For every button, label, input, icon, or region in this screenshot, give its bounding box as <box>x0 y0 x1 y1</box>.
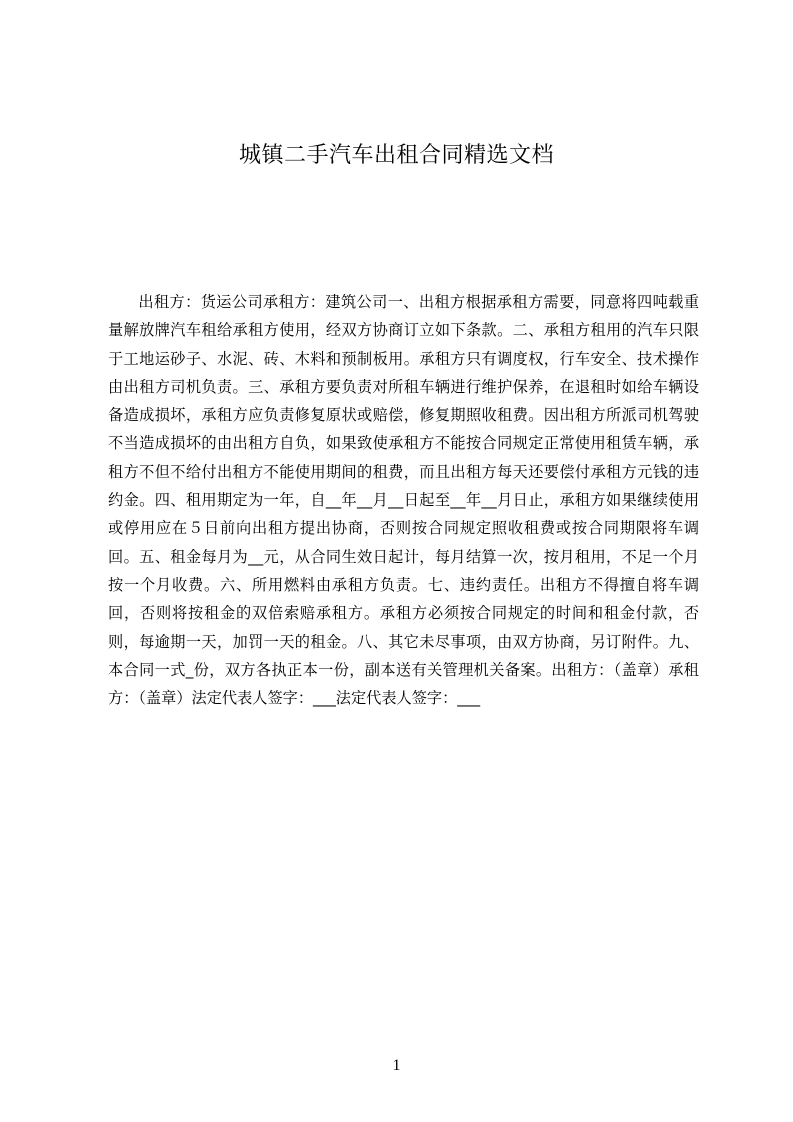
page-number: 1 <box>392 1057 401 1074</box>
contract-body-paragraph: 出租方：货运公司承租方：建筑公司一、出租方根据承租方需要，同意将四吨载重量解放牌汽车租给承租方使用，经双方协商订立如下条款。二、承租方租用的汽车只限于工地运砂子、水泥、砖、木料和预制板用。承租方只有调度权，行车安全、技术操作由出租方司机负责。三、承租方要负责对所租车辆进行维护保养，在退租时如给车辆设备造成损坏，承租方应负责修复原状或赔偿，修复期照收租费。因出租方所派司机驾驶不当造成损坏的由出租方自负，如果致使承租方不能按合同规定正常使用租赁车辆，承租方不但不给付出租方不能使用期间的租费，而且出租方每天还要偿付承租方元钱的违约金。四、租用期定为一年，自__年__月__日起至__年__月日止，承租方如果继续使用或停用应在５日前向出租方提出协商，否则按合同规定照收租费或按合同期限将车调回。五、租金每月为__元，从合同生效日起计，每月结算一次，按月租用，不足一个月按一个月收费。六、所用燃料由承租方负责。七、违约责任。出租方不得擅自将车调回，否则将按租金的双倍索赔承租方。承租方必须按合同规定的时间和租金付款，否则，每逾期一天，加罚一天的租金。八、其它未尽事项，由双方协商，另订附件。九、本合同一式_份，双方各执正本一份，副本送有关管理机关备案。出租方：（盖章）承租方：（盖章）法定代表人签字：___法定代表人签字：___ <box>108 293 699 708</box>
document-title: 城镇二手汽车出租合同精选文档 <box>238 143 554 168</box>
